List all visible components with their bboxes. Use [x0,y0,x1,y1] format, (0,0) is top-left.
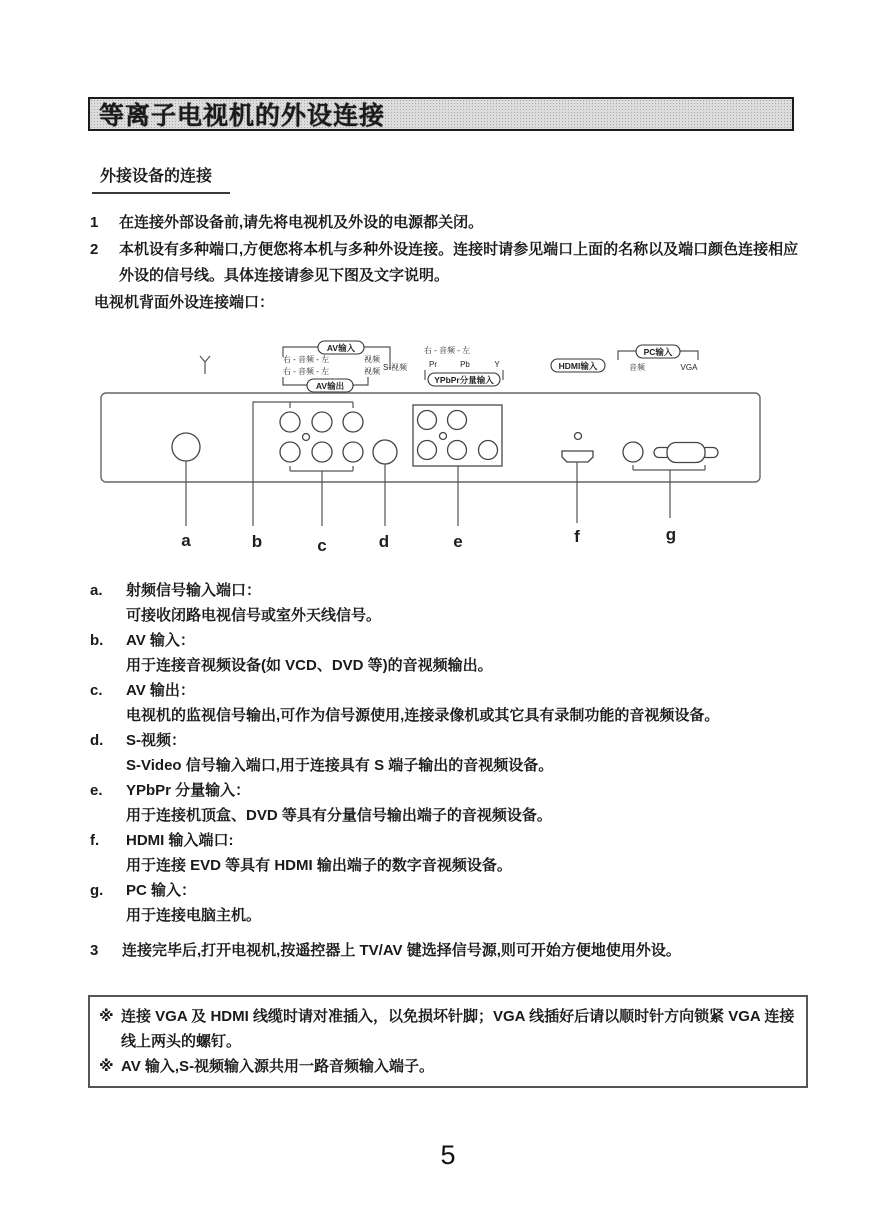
port-term: HDMI 输入端口: [126,832,234,849]
callout-letter-c: c [317,536,327,555]
pr-label: Pr [429,360,437,369]
port-term: AV 输出： [126,682,195,699]
av-row1-video-label: 视频 [364,355,380,364]
step-item [90,210,806,236]
port-term: S-视频： [126,732,187,749]
pc-input-label: PC输入 [643,347,673,357]
port-desc: 用于连接音视频设备(如 VCD、DVD 等)的音视频输出。 [126,657,493,674]
callout-letter-f: f [574,527,580,546]
port-desc: 用于连接机顶盒、DVD 等具有分量信号输出端子的音视频设备。 [126,807,552,824]
port-desc: 电视机的监视信号输出,可作为信号源使用,连接录像机或其它具有录制功能的音视频设备。 [126,707,720,724]
av-ports [253,402,363,526]
pc-audio-port [623,442,643,462]
vga-port [654,443,718,463]
panel-outline [101,393,760,482]
step-text: 连接完毕后,打开电视机,按遥控器上 TV/AV 键选择信号源,则可开始方便地使用外设。 [122,942,681,959]
note-text: AV 输入,S-视频输入源共用一路音频输入端子。 [121,1058,435,1075]
antenna-icon [200,356,210,374]
panel-led [303,434,310,441]
port-letter: b. [90,632,104,649]
port-letter: g. [90,882,104,899]
port-term: YPbPr 分量输入： [126,782,251,799]
component-audio-label: 右 - 音频 - 左 [423,346,471,355]
av-row2-video-label: 视频 [364,367,380,376]
note-item [99,1004,796,1054]
hdmi-label-group [551,359,605,372]
step-text: 本机设有多种端口,方便您将本机与多种外设连接。连接时请参见端口上面的名称以及端口颜色连接相应外设的信号线。具体连接请参见下图及文字说明。 [119,241,799,284]
port-item [90,628,806,678]
step-text: 在连接外部设备前,请先将电视机及外设的电源都关闭。 [119,214,484,231]
port-desc: S-Video 信号输入端口,用于连接具有 S 端子输出的音视频设备。 [126,757,554,774]
back-panel-diagram [88,330,808,565]
port-item [90,728,806,778]
av-label-group [283,341,390,392]
s-video-port [373,440,397,526]
pb-label: Pb [460,360,470,369]
port-letter: a. [90,582,103,599]
component-ports-box [413,405,502,526]
s-video-label: S-视频 [383,363,407,372]
callout-letter-d: d [378,532,390,551]
av-input-label: AV输入 [326,343,356,353]
pc-audio-label: 音频 [629,363,645,372]
port-item [90,678,806,728]
step-number: 2 [90,241,99,258]
port-desc: 用于连接电脑主机。 [126,907,262,924]
av-row1-audio-label: 右 - 音频 - 左 [282,355,330,364]
note-item [99,1054,796,1079]
vga-label: VGA [680,363,698,372]
steps-list [90,210,806,290]
callout-letter-e: e [453,532,463,551]
port-item [90,578,806,628]
page-number: 5 [440,1140,456,1170]
av-row2-audio-label: 右 - 音频 - 左 [282,367,330,376]
port-letter: c. [90,682,103,699]
diagram-caption: 电视机背面外设连接端口： [94,294,275,311]
antenna-port [172,433,200,526]
av-output-label: AV输出 [315,381,345,391]
hdmi-input-label: HDMI输入 [558,361,598,371]
ports-list [90,578,806,928]
notes-box [88,995,808,1088]
section-heading: 外接设备的连接 [92,163,230,194]
step-number: 3 [90,942,99,959]
port-desc: 用于连接 EVD 等具有 HDMI 输出端子的数字音视频设备。 [126,857,512,874]
port-term: AV 输入： [126,632,195,649]
note-marker: ※ [99,1058,114,1075]
port-term: PC 输入： [126,882,197,899]
page-title: 等离子电视机的外设连接 [99,102,386,130]
note-marker: ※ [99,1008,114,1025]
callout-letter-g: g [665,525,677,544]
callout-letter-b: b [251,532,263,551]
page-title-banner [88,97,794,131]
port-letter: d. [90,732,104,749]
component-label-group [424,345,503,386]
step-number: 1 [90,214,99,231]
panel-led [440,433,447,440]
port-item [90,878,806,928]
pc-label-group [618,345,698,372]
port-letter: e. [90,782,103,799]
port-term: 射频信号输入端口： [126,582,262,599]
port-letter: f. [90,832,100,849]
step-item [90,938,806,964]
y-label: Y [494,360,500,369]
pc-ports [623,442,718,518]
port-desc: 可接收闭路电视信号或室外天线信号。 [126,607,382,624]
hdmi-port [562,433,593,524]
callout-letter-a: a [181,531,191,550]
port-item [90,778,806,828]
component-input-label: YPbPr分量输入 [434,375,494,385]
note-text: 连接 VGA 及 HDMI 线缆时请对准插入，以免损坏针脚；VGA 线插好后请以顺时针方向锁紧 VGA 连接线上两头的螺钉。 [121,1008,795,1050]
step-item [90,237,806,289]
port-item [90,828,806,878]
